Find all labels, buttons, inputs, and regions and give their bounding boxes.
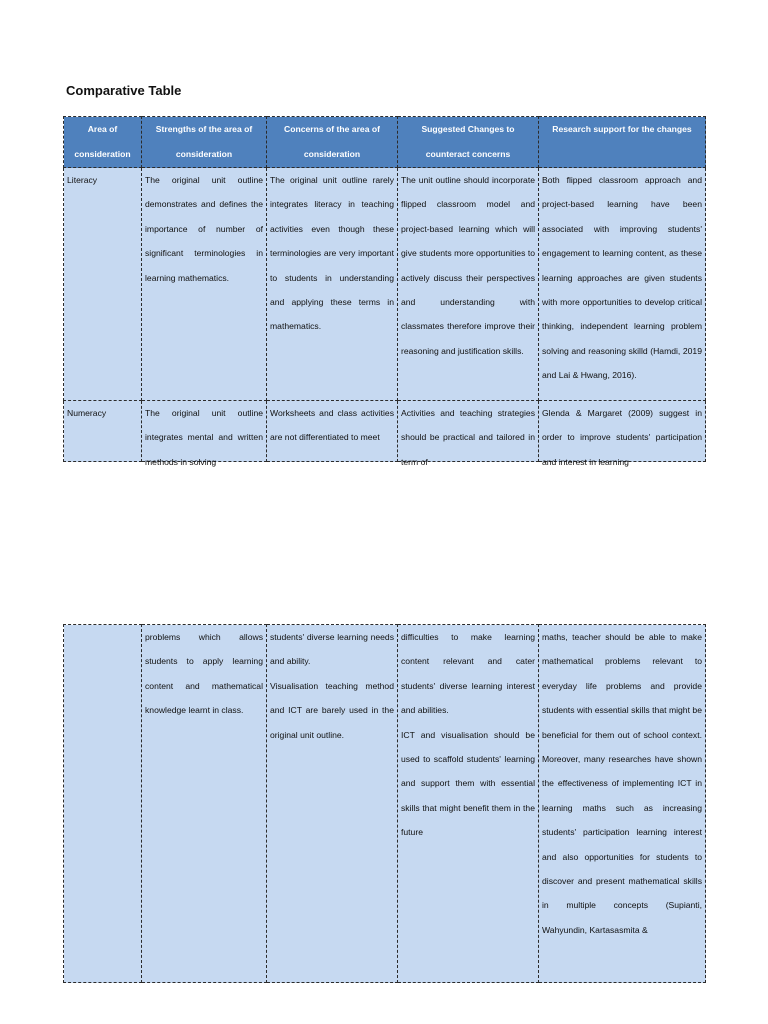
cell-concerns (267, 401, 398, 462)
table-row (64, 625, 706, 983)
header-research: Research support for the changes (539, 117, 706, 168)
header-concerns: Concerns of the area of consideration (267, 117, 398, 168)
cell-strengths: problems which allows students to apply learning content and mathematical knowledge learnt in class. (142, 625, 267, 983)
cell-text: Numeracy (67, 408, 107, 418)
cell-text: The original unit outline integrates mental and written methods in solving (145, 408, 263, 467)
cell-concerns: The original unit outline rarely integrates literacy in teaching activities even though these terminologies are very important to students in understanding and applying these terms in mathematics. (267, 168, 398, 401)
cell-paragraph: difficulties to make learning content relevant and cater students' diverse learning interest and abilities. (401, 632, 535, 716)
cell-research: Both flipped classroom approach and project-based learning have been associated with improving students' engagement to learning content, as these learning approaches are given students with more opportunities to develop critical thinking, independent learning problem solving and reasoning skilld (Hamdi, 2019 and Lai & Hwang, 2016). (539, 168, 706, 401)
cell-paragraph: Visualisation teaching method and ICT are barely used in the original unit outline. (270, 680, 394, 740)
cell-text: Glenda & Margaret (2009) suggest in order to improve students' participation and interest in learning (542, 408, 702, 467)
cell-concerns (267, 625, 398, 983)
comparative-table-continued (63, 624, 706, 983)
cell-changes (398, 401, 539, 467)
cell-strengths: The original unit outline demonstrates and defines the importance of number of significant terminologies in learning mathematics. (142, 168, 267, 401)
header-area: Area of consideration (64, 117, 142, 168)
cell-research: maths, teacher should be able to make mathematical problems relevant to everyday life problems and provide students with essential skills that might be beneficial for them out of school context. Moreover, many researches have shown the effectiveness of implementing ICT in learning maths such as increasing students' participation learning interest and also opportunities for students to discover and present mathematical skills in multiple concepts (Supianti, Wahyundin, Kartasasmita & (539, 625, 706, 983)
cell-changes: The unit outline should incorporate flipped classroom model and project-based learning which will give students more opportunities to actively discuss their perspectives and understanding with classmates therefore improve their reasoning and justification skills. (398, 168, 539, 401)
comparative-table (63, 116, 706, 467)
table-row (64, 401, 706, 462)
cell-area: Literacy (64, 168, 142, 401)
header-strengths: Strengths of the area of consideration (142, 117, 267, 168)
cell-text: Worksheets and class activities are not differentiated to meet (270, 408, 394, 443)
cell-paragraph: ICT and visualisation should be used to scaffold students' learning and support them with essential skills that might benefit them in the future (401, 729, 535, 838)
cell-research (539, 401, 706, 467)
header-changes: Suggested Changes to counteract concerns (398, 117, 539, 168)
table-header-row (64, 117, 706, 168)
cell-changes (398, 625, 539, 983)
cell-strengths (142, 401, 267, 467)
cell-paragraph: students' diverse learning needs and ability. (270, 632, 394, 667)
table-row (64, 168, 706, 401)
cell-area (64, 625, 142, 983)
page-title: Comparative Table (66, 83, 182, 98)
cell-area (64, 401, 142, 462)
cell-text: Activities and teaching strategies should be practical and tailored in term of (401, 408, 535, 467)
